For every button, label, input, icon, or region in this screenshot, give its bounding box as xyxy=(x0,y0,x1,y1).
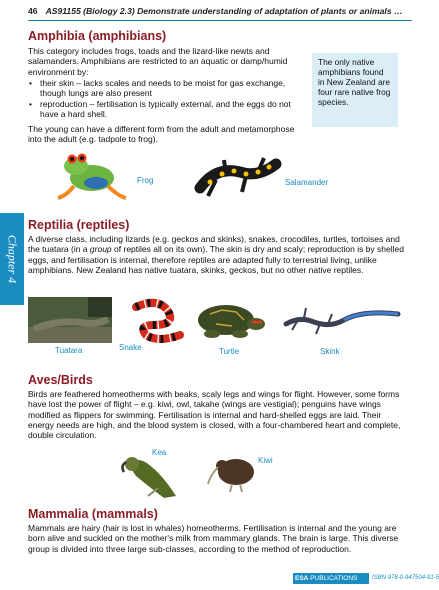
amphibia-bullets xyxy=(28,78,310,119)
publisher-logo xyxy=(293,573,369,584)
kiwi-image xyxy=(206,454,258,494)
aves-text: Birds are feathered homeotherms with beaks, scaly legs and wings for flight. However, some forms have lost the power of flight – e.g. kiwi, owl, takahe (wings are vestigial); penguins have wings modified as flippers for swimming. Fertilisation is internal and hard-shelled eggs are laid. Their energy needs are high, and the blood system is closed, with a four-chambered heart and complete, double circulation. xyxy=(28,389,401,441)
snake-caption: Snake xyxy=(119,343,142,352)
amphibia-sidebox: The only native amphibians found in New Zealand are four rare native frog species. xyxy=(312,53,398,127)
reptilia-text-part1: A diverse class, including lizards (e.g. geckos and skinks), snakes, crocodiles, turtles, tortoises and the tuatara (in a xyxy=(28,234,400,255)
kea-image xyxy=(118,452,186,502)
running-header xyxy=(28,6,408,16)
tuatara-image xyxy=(28,297,112,343)
frog-caption: Frog xyxy=(137,176,154,185)
skink-caption: Skink xyxy=(320,347,340,356)
header-rule xyxy=(28,20,412,21)
reptilia-heading: Reptilia (reptiles) xyxy=(28,218,130,232)
kiwi-caption: Kiwi xyxy=(258,456,273,465)
page-number: 46 xyxy=(28,6,38,16)
mammalia-heading: Mammalia (mammals) xyxy=(28,507,158,521)
isbn: ISBN 978-0-947504-91-5 xyxy=(372,575,439,581)
snake-image xyxy=(128,297,188,343)
kea-caption: Kea xyxy=(152,448,167,457)
reptilia-text xyxy=(28,234,406,275)
skink-image xyxy=(282,298,402,342)
amphibia-closing: The young can have a different form from the adult and metamorphose into the adult (e.g. tadpole to frog). xyxy=(28,124,295,145)
frog-image xyxy=(52,148,130,204)
mammalia-text: Mammals are hairy (hair is lost in whales) homeotherms. Fertilisation is internal and the young are born alive and suckled on the mother's milk from mammary glands. The brain is large. This diverse group is divided into three large sub-classes, according to the method of reproduction. xyxy=(28,523,399,554)
chapter-tab xyxy=(0,213,24,305)
header-title: AS91155 (Biology 2.3) Demonstrate understanding of adaptation of plants or animals … xyxy=(45,6,403,16)
tuatara-caption: Tuatara xyxy=(55,346,83,355)
amphibia-intro: This category includes frogs, toads and the lizard-like newts and salamanders. Amphibians are restricted to an aquatic or damp/humid environment by: xyxy=(28,46,288,77)
logo-text: PUBLICATIONS xyxy=(310,575,358,582)
logo-mark: ESA xyxy=(295,575,309,582)
turtle-image xyxy=(192,300,268,342)
turtle-caption: Turtle xyxy=(219,347,240,356)
salamander-image xyxy=(196,152,282,204)
aves-heading: Aves/Birds xyxy=(28,373,93,387)
reptilia-text-italic: group xyxy=(89,244,112,255)
salamander-caption: Salamander xyxy=(285,178,329,187)
amphibia-bullet-reproduction: • reproduction – fertilisation is typically external, and the eggs do not have a hard shell. xyxy=(28,99,310,120)
amphibia-bullet-skin: • their skin – lacks scales and needs to be moist for gas exchange, though lungs are also present xyxy=(28,78,310,99)
chapter-tab-label: Chapter 4 xyxy=(5,234,20,284)
reptilia-text-part2: of reptiles all on its own). The skin is dry and scaly; reproduction is by shelled eggs, and fertilisation is internal, therefore reptiles are adapted fully to terrestrial living, unlike amphibians. New Zealand has native tuatara, skinks, geckos, but no other native reptiles. xyxy=(28,244,404,275)
amphibia-heading: Amphibia (amphibians) xyxy=(28,29,167,43)
